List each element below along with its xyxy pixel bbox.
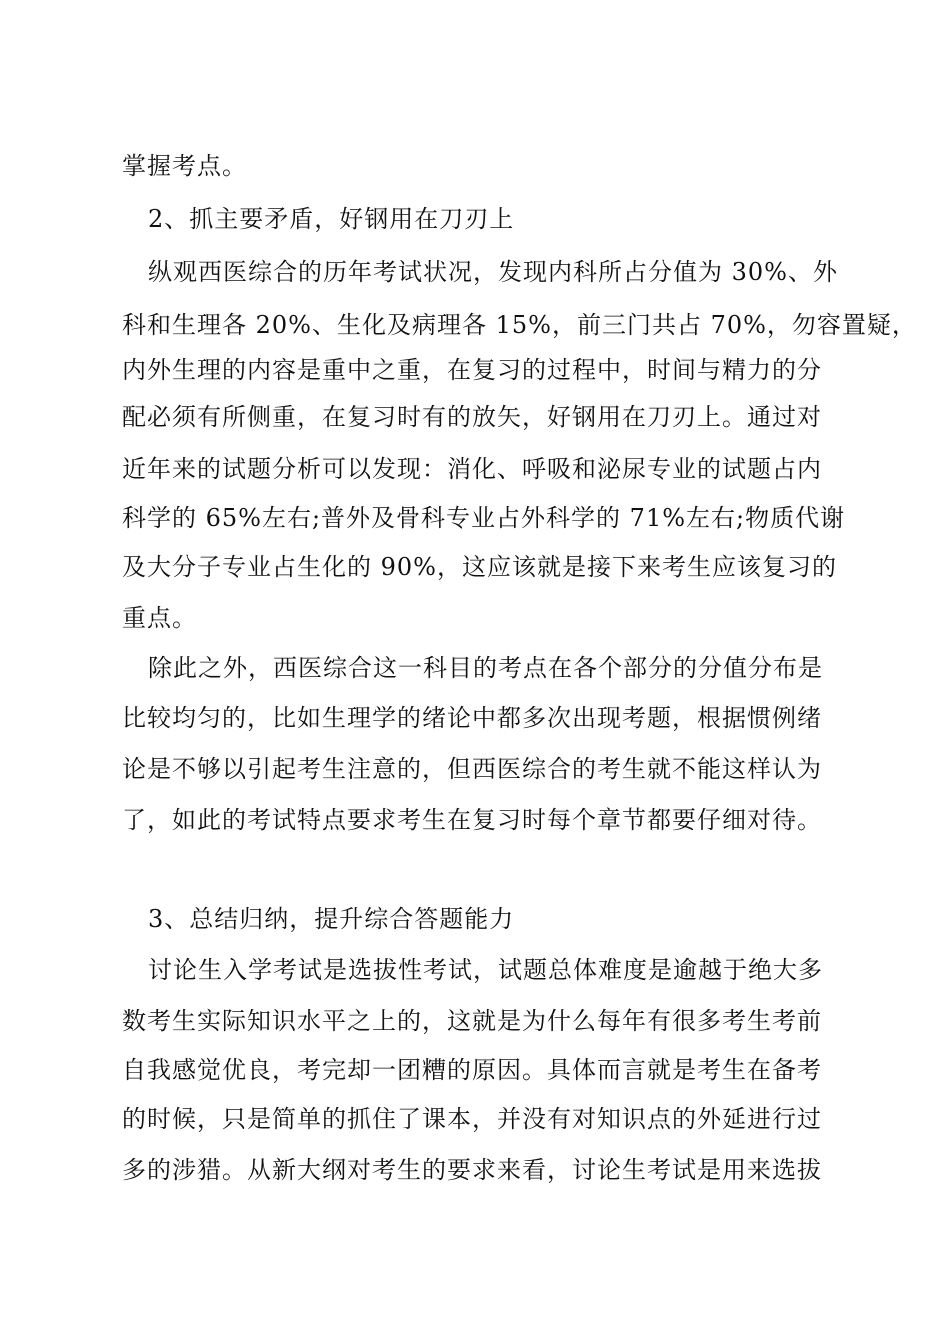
text-line: 纵观西医综合的历年考试状况，发现内科所占分值为 30%、外 (148, 258, 838, 286)
text-line: 数考生实际知识水平之上的，这就是为什么每年有很多考生考前 (122, 1007, 822, 1035)
text-line: 的时候，只是简单的抓住了课本，并没有对知识点的外延进行过 (122, 1105, 822, 1133)
section-heading: 3、总结归纳，提升综合答题能力 (148, 905, 515, 933)
text-line: 科学的 65%左右;普外及骨科专业占外科学的 71%左右;物质代谢 (122, 504, 846, 532)
text-line: 了，如此的考试特点要求考生在复习时每个章节都要仔细对待。 (122, 806, 822, 834)
text-line: 自我感觉优良，考完却一团糟的原因。具体而言就是考生在备考 (122, 1056, 822, 1084)
text-line: 论是不够以引起考生注意的，但西医综合的考生就不能这样认为 (122, 755, 822, 783)
text-line: 多的涉猎。从新大纲对考生的要求来看，讨论生考试是用来选拔 (122, 1156, 822, 1184)
text-line: 讨论生入学考试是选拔性考试，试题总体难度是逾越于绝大多 (148, 956, 823, 984)
section-heading: 2、抓主要矛盾，好钢用在刀刃上 (148, 205, 515, 233)
text-line: 近年来的试题分析可以发现：消化、呼吸和泌尿专业的试题占内 (122, 455, 822, 483)
text-line: 掌握考点。 (122, 152, 247, 180)
text-line: 内外生理的内容是重中之重，在复习的过程中，时间与精力的分 (122, 356, 822, 384)
text-line: 重点。 (122, 604, 197, 632)
text-line: 比较均匀的，比如生理学的绪论中都多次出现考题，根据惯例绪 (122, 704, 822, 732)
text-line: 科和生理各 20%、生化及病理各 15%，前三门共占 70%，勿容置疑， (122, 311, 917, 339)
text-line: 配必须有所侧重，在复习时有的放矢，好钢用在刀刃上。通过对 (122, 403, 822, 431)
text-line: 及大分子专业占生化的 90%，这应该就是接下来考生应该复习的 (122, 553, 837, 581)
text-line: 除此之外，西医综合这一科目的考点在各个部分的分值分布是 (148, 654, 823, 682)
